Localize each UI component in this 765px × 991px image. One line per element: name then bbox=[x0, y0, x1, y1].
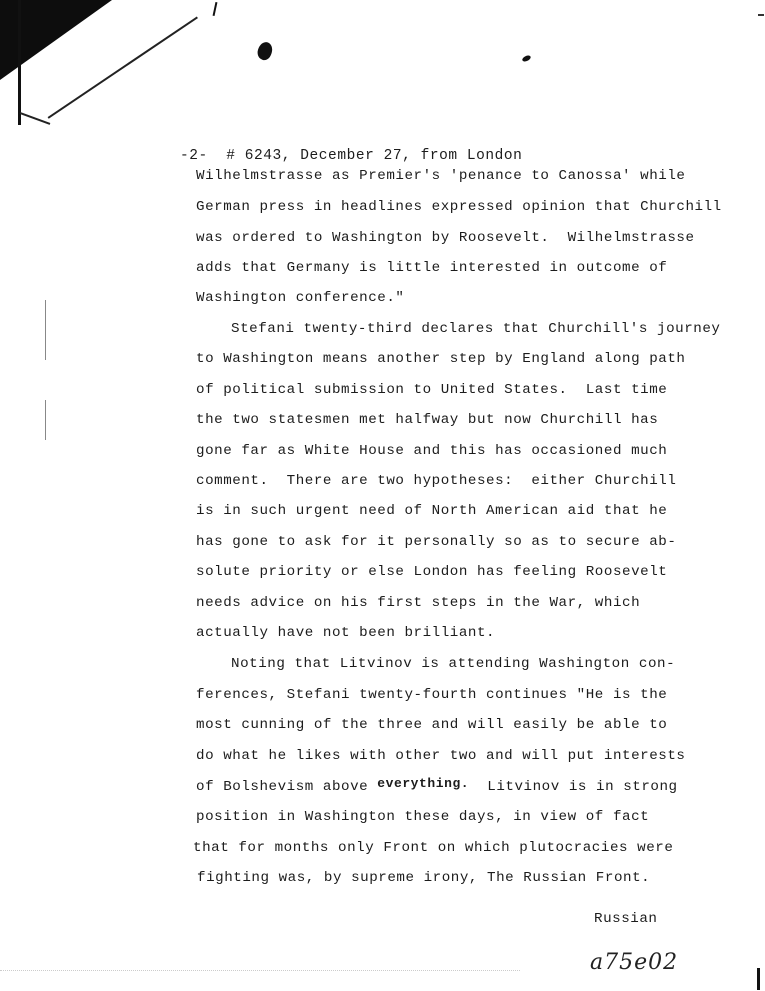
line-text: position in Washington these days, in view of fact bbox=[196, 809, 650, 825]
line-text: needs advice on his first steps in the War, which bbox=[196, 595, 641, 611]
text-line bbox=[196, 443, 667, 459]
line-text: to Washington means another step by England along path bbox=[196, 351, 686, 367]
ink-blot bbox=[521, 54, 531, 62]
edge-mark bbox=[757, 968, 760, 990]
line-text: Noting that Litvinov is attending Washington con- bbox=[231, 656, 676, 672]
line-text: Stefani twenty-third declares that Churchill's journey bbox=[231, 321, 721, 337]
line-text: the two statesmen met halfway but now Churchill has bbox=[196, 412, 659, 428]
emphasized-word: everything. bbox=[377, 776, 470, 791]
cable-reference: # 6243, December 27, from London bbox=[226, 148, 523, 164]
line-text: gone far as White House and this has occasioned much bbox=[196, 443, 668, 459]
edge-mark bbox=[758, 14, 764, 16]
line-text: of Bolshevism above bbox=[196, 779, 378, 795]
folded-corner-line bbox=[20, 112, 51, 124]
text-line bbox=[196, 351, 685, 367]
line-text: of political submission to United States. Last time bbox=[196, 382, 668, 398]
text-line bbox=[196, 748, 685, 764]
handwritten-code: a75e02 bbox=[590, 950, 679, 975]
text-line bbox=[196, 687, 667, 703]
line-text: Wilhelmstrasse as Premier's 'penance to Canossa' while bbox=[196, 168, 686, 184]
continuation-word: Russian bbox=[594, 911, 658, 927]
text-line bbox=[231, 321, 720, 337]
text-line bbox=[196, 260, 667, 276]
page-number: -2- bbox=[180, 148, 208, 164]
text-line bbox=[196, 168, 685, 184]
line-text: most cunning of the three and will easily be able to bbox=[196, 717, 668, 733]
line-text: is in such urgent need of North American aid that he bbox=[196, 503, 668, 519]
text-line bbox=[196, 534, 676, 550]
line-text: actually have not been brilliant. bbox=[196, 625, 496, 641]
line-text: was ordered to Washington by Roosevelt. Wilhelmstrasse bbox=[196, 230, 695, 246]
text-line bbox=[196, 595, 640, 611]
scan-edge-mark bbox=[18, 0, 21, 125]
text-line bbox=[196, 503, 667, 519]
text-line bbox=[196, 290, 404, 306]
text-line bbox=[193, 840, 673, 856]
line-text: adds that Germany is little interested in outcome of bbox=[196, 260, 668, 276]
line-text: comment. There are two hypotheses: either Churchill bbox=[196, 473, 677, 489]
margin-mark bbox=[45, 400, 46, 440]
line-text: that for months only Front on which plutocracies were bbox=[193, 840, 674, 856]
line-text: Washington conference." bbox=[196, 290, 405, 306]
text-line bbox=[196, 199, 722, 215]
line-text: do what he likes with other two and will put interests bbox=[196, 748, 686, 764]
text-line bbox=[196, 717, 667, 733]
text-line bbox=[196, 230, 695, 246]
line-text: solute priority or else London has feeling Roosevelt bbox=[196, 564, 668, 580]
text-line bbox=[197, 870, 650, 886]
text-line bbox=[196, 473, 676, 489]
line-text: ferences, Stefani twenty-fourth continues "He is the bbox=[196, 687, 668, 703]
text-line bbox=[196, 412, 658, 428]
line-text: has gone to ask for it personally so as to secure ab- bbox=[196, 534, 677, 550]
pen-mark bbox=[213, 2, 218, 16]
text-line bbox=[196, 776, 678, 795]
line-text: Litvinov is in strong bbox=[469, 779, 678, 795]
text-line bbox=[196, 382, 667, 398]
scan-artifact bbox=[0, 970, 520, 971]
text-line bbox=[196, 625, 495, 641]
text-line bbox=[196, 809, 649, 825]
text-line bbox=[231, 656, 675, 672]
text-line bbox=[196, 564, 667, 580]
scan-corner-shadow bbox=[0, 0, 112, 80]
ink-blot bbox=[255, 40, 275, 62]
margin-mark bbox=[45, 300, 46, 360]
line-text: fighting was, by supreme irony, The Russian Front. bbox=[197, 870, 651, 886]
line-text: German press in headlines expressed opinion that Churchill bbox=[196, 199, 722, 215]
